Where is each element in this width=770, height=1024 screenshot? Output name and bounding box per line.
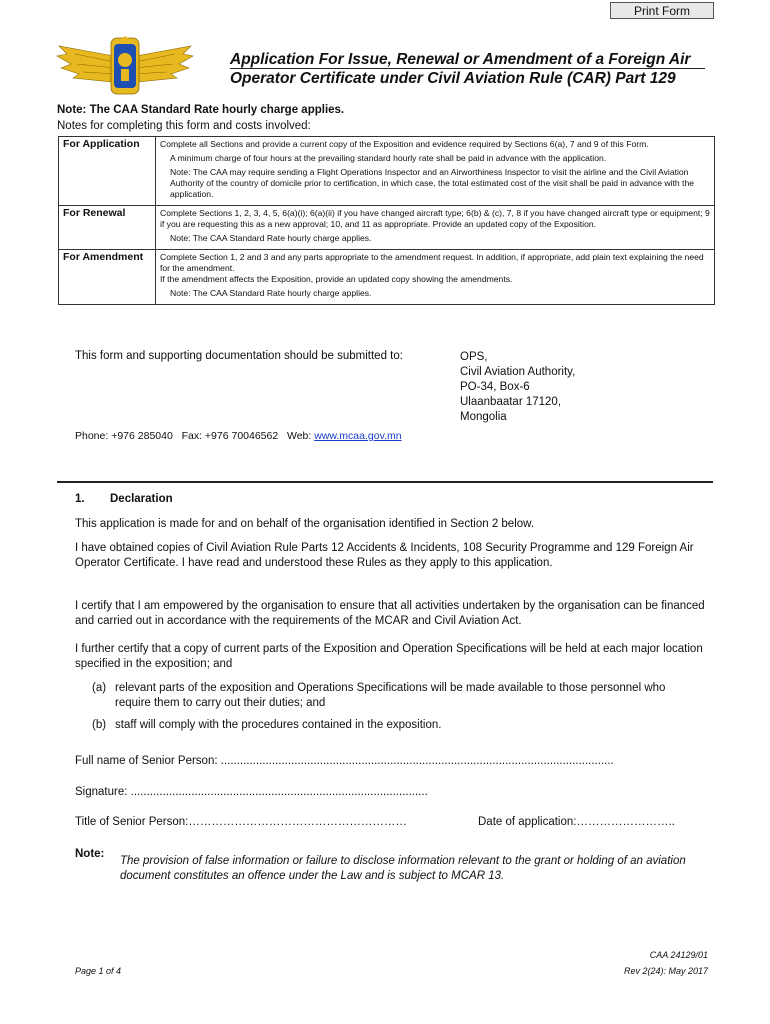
item-marker: (a) xyxy=(92,682,107,694)
final-note-label: Note: xyxy=(75,848,105,860)
address-line: PO-34, Box-6 xyxy=(460,381,530,393)
phone: Phone: +976 285040 xyxy=(75,430,173,442)
date-field[interactable]: Date of application:…………………….. xyxy=(478,816,675,828)
form-title: Application For Issue, Renewal or Amendment of a Foreign Air Operator Certificate under Civil Aviation Rule (CAR) Part 129 xyxy=(230,51,691,87)
notes-line: A minimum charge of four hours at the prevailing standard hourly rate shall be paid in advance with the application. xyxy=(170,153,607,163)
rate-note: Note: The CAA Standard Rate hourly charge applies. xyxy=(57,104,345,116)
submit-label: This form and supporting documentation should be submitted to: xyxy=(75,350,403,362)
full-name-field[interactable]: Full name of Senior Person: ........................................................................................................................... xyxy=(75,755,614,767)
form-number: CAA 24129/01 xyxy=(649,950,708,960)
website-link[interactable]: www.mcaa.gov.mn xyxy=(314,430,402,442)
notes-label: For Amendment xyxy=(59,250,156,305)
notes-label: For Renewal xyxy=(59,206,156,250)
notes-label: For Application xyxy=(59,137,156,206)
print-form-button[interactable]: Print Form xyxy=(610,2,714,19)
notes-row-amendment xyxy=(59,250,715,305)
notes-line: Note: The CAA Standard Rate hourly charge applies. xyxy=(170,288,372,298)
submit-address xyxy=(460,350,575,425)
contact-line xyxy=(75,430,402,442)
declaration-paragraph: I certify that I am empowered by the organisation to ensure that all activities undertaken by the organisation can be financed and carried out in accordance with the requirements of the MCAR and Civil Aviation Act. xyxy=(75,600,705,627)
declaration-item: relevant parts of the exposition and Operations Specifications will be made available to those personnel who require them to carry out their duties; and xyxy=(115,682,666,709)
web-label: Web: xyxy=(286,430,312,442)
notes-row-application xyxy=(59,137,715,206)
notes-intro: Notes for completing this form and costs involved: xyxy=(57,120,311,132)
declaration-paragraph: I further certify that a copy of current parts of the Exposition and Operation Specifications will be held at each major location specified in the exposition; and xyxy=(75,643,703,670)
notes-content xyxy=(156,250,715,305)
notes-content xyxy=(156,137,715,206)
address-line: OPS, xyxy=(460,351,488,363)
notes-line: Complete Sections 1, 2, 3, 4, 5, 6(a)(i); 6(a)(ii) if you have changed aircraft type; 6(b) & (c), 7, 8 if you have changed aircraft type or equipment; 9 if you are requesting this as a new approval; 10, and 11 as appropriate. Provide an updated copy of the Exposition. xyxy=(160,208,710,229)
notes-table xyxy=(58,136,715,305)
signature-field[interactable]: Signature: ............................................................................................. xyxy=(75,786,428,798)
notes-line: Note: The CAA Standard Rate hourly charge applies. xyxy=(170,233,372,243)
revision: Rev 2(24): May 2017 xyxy=(623,966,708,976)
fax: Fax: +976 70046562 xyxy=(181,430,279,442)
notes-line: If the amendment affects the Exposition, provide an updated copy showing the amendments. xyxy=(160,274,513,284)
address-line: Mongolia xyxy=(460,411,507,423)
declaration-item: staff will comply with the procedures contained in the exposition. xyxy=(115,719,442,731)
declaration-paragraph: I have obtained copies of Civil Aviation Rule Parts 12 Accidents & Incidents, 108 Security Programme and 129 Foreign Air Operator Certificate. I have read and understood these Rules as they apply to this application. xyxy=(75,542,694,569)
notes-row-renewal xyxy=(59,206,715,250)
address-line: Ulaanbaatar 17120, xyxy=(460,396,562,408)
item-marker: (b) xyxy=(92,719,107,731)
address-line: Civil Aviation Authority, xyxy=(460,366,576,378)
notes-line: Complete Section 1, 2 and 3 and any parts appropriate to the amendment request. In addition, if appropriate, add plain text explaining the need for the amendment. xyxy=(160,252,704,273)
final-note-text: The provision of false information or failure to disclose information relevant to the grant or holding of an aviation document constitutes an offence under the Law and is subject to MCAR 13. xyxy=(120,855,686,882)
section-number: 1. xyxy=(75,493,85,505)
notes-line: Note: The CAA may require sending a Flight Operations Inspector and an Airworthiness Inspector to visit the airline and the Civil Aviation Authority of the country of domicile prior to certification, in which case, the total estimated cost of the visit shall be paid in advance with the application. xyxy=(170,167,695,199)
declaration-paragraph: This application is made for and on behalf of the organisation identified in Section 2 below. xyxy=(75,518,535,530)
title-field[interactable]: Title of Senior Person:………………………………………………… xyxy=(75,816,407,828)
section-title: Declaration xyxy=(110,493,173,505)
page-number: Page 1 of 4 xyxy=(75,966,122,976)
notes-line: Complete all Sections and provide a current copy of the Exposition and evidence required by Sections 6(a), 7 and 9 of this Form. xyxy=(160,139,649,149)
caa-logo xyxy=(55,36,195,98)
title-rule xyxy=(230,68,705,69)
section-rule xyxy=(57,481,713,483)
notes-content xyxy=(156,206,715,250)
